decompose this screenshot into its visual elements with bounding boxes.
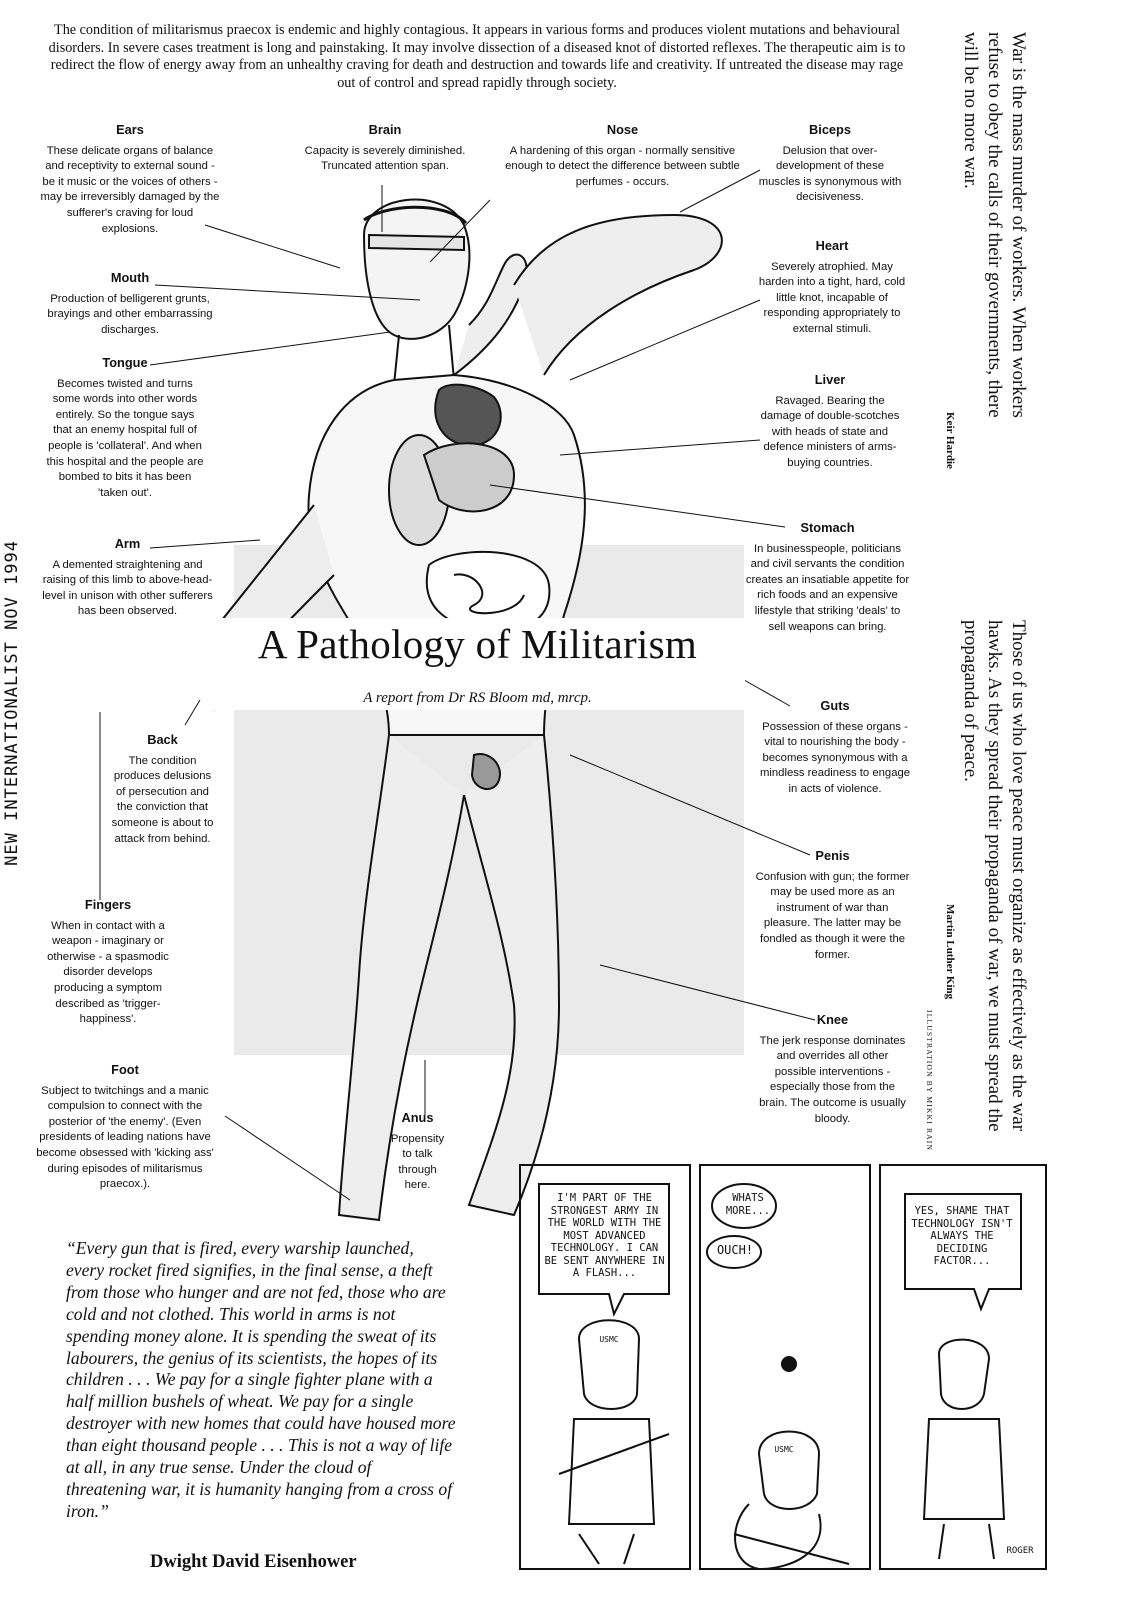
label-fingers: Fingers When in contact with a weapon - imaginary or otherwise - a spasmodic disorder develops producing a symptom described as 'trigger-happiness'. bbox=[47, 897, 169, 1026]
label-tongue: Tongue Becomes twisted and turns some words into other words entirely. So the tongue says that an enemy hospital full of people is 'collateral'. And when this hospital and the people are bombed to bits it has been 'taken out'. bbox=[46, 355, 204, 499]
mlk-attribution: Martin Luther King bbox=[944, 904, 956, 1000]
handwritten-source-note: NEW INTERNATIONALIST NOV 1994 bbox=[2, 540, 22, 866]
label-knee: Knee The jerk response dominates and overrides all other possible interventions - especially those from the brain. The outcome is usually bloody. bbox=[759, 1012, 906, 1125]
label-anus: Anus Propensity to talk through here. bbox=[390, 1110, 445, 1192]
page-title: A Pathology of Militarism bbox=[257, 621, 698, 667]
label-stomach: Stomach In businesspeople, politicians and civil servants the condition creates an insatiable appetite for rich foods and an expensive lifestyle that striking 'deals' to sell weapons can bring. bbox=[745, 520, 910, 633]
label-heart: Heart Severely atrophied. May harden into a tight, hard, cold little knot, incapable of responding appropriately to external stimuli. bbox=[758, 238, 906, 335]
comic-signature: ROGER bbox=[1006, 1546, 1034, 1556]
eisenhower-attribution: Dwight David Eisenhower bbox=[150, 1552, 357, 1572]
keir-hardie-attribution: Keir Hardie bbox=[944, 412, 956, 469]
comic-panel3-speech: YES, SHAME THAT TECHNOLOGY ISN'T ALWAYS THE DECIDING FACTOR... bbox=[911, 1205, 1013, 1267]
label-back: Back The condition produces delusions of persecution and the conviction that someone is about to attack from behind. bbox=[111, 732, 214, 845]
comic-helmet-label-1: USMC bbox=[599, 1335, 619, 1344]
illustration-credit: ILLUSTRATION BY MIKKI RAIN bbox=[925, 1010, 934, 1152]
label-brain: Brain Capacity is severely diminished. Truncated attention span. bbox=[304, 122, 466, 173]
label-penis: Penis Confusion with gun; the former may be used more as an instrument of war than pleasure. The latter may be fondled as though it were the former. bbox=[755, 848, 910, 961]
label-ears: Ears These delicate organs of balance and receptivity to external sound - be it music or the voices of others - may be irreversibly damaged by the sufferer's craving for loud explosions. bbox=[40, 122, 220, 235]
label-foot: Foot Subject to twitchings and a manic compulsion to connect with the posterior of 'the enemy'. (Even presidents of leading nations have become obsessed with 'kicking ass' during episodes of militarismus praecox.). bbox=[36, 1062, 214, 1191]
eisenhower-quote: “Every gun that is fired, every warship launched, every rocket fired signifies, in the final sense, a theft from those who hunger and are not fed, those who are cold and not clothed. This world in arms is not spending money alone. It is spending the sweat of its labourers, the genius of its scientists, the hopes of its children . . . We pay for a single fighter plane with a half million bushels of wheat. We pay for a single destroyer with new homes that could have housed more than eight thousand people . . . This is not a way of life at all, in any true sense. Under the cloud of threatening war, it is humanity hanging from a cross of iron.” bbox=[66, 1238, 456, 1521]
label-mouth: Mouth Production of belligerent grunts, brayings and other embarrassing discharges. bbox=[47, 270, 213, 336]
mlk-quote: Those of us who love peace must organize as effectively as the war hawks. As they spread their propaganda of war, we must spread the propaganda of peace. bbox=[960, 620, 1029, 1132]
label-liver: Liver Ravaged. Bearing the damage of double-scotches with heads of state and defence ministers of arms-buying countries. bbox=[760, 372, 900, 469]
label-biceps: Biceps Delusion that over-development of these muscles is synonymous with decisiveness. bbox=[758, 122, 902, 204]
intro-paragraph: The condition of militarismus praecox is endemic and highly contagious. It appears in various forms and produces violent mutations and behavioural disorders. In severe cases treatment is long and painstaking. It may involve dissection of a diseased knot of distorted reflexes. The therapeutic aim is to redirect the flow of energy away from an unhealthy craving for death and destruction and towards life and creativity. If untreated the disease may rage out of control and spread rapidly through society. bbox=[48, 22, 906, 91]
comic-helmet-label-2: USMC bbox=[774, 1445, 794, 1454]
comic-panel1-speech: I'M PART OF THE STRONGEST ARMY IN THE WORLD WITH THE MOST ADVANCED TECHNOLOGY. I CAN BE SENT ANYWHERE IN A FLASH... bbox=[544, 1192, 665, 1279]
keir-hardie-quote: War is the mass murder of workers. When workers refuse to obey the calls of their governments, there will be no more war. bbox=[960, 32, 1029, 418]
page-subtitle: A report from Dr RS Bloom md, mrcp. bbox=[363, 690, 592, 706]
label-guts: Guts Possession of these organs - vital to nourishing the body - becomes synonymous with a mindless readiness to engage in acts of violence. bbox=[759, 698, 911, 795]
comic-panel2-speech-a: WHATS MORE... bbox=[725, 1192, 771, 1217]
label-nose: Nose A hardening of this organ - normally sensitive enough to detect the difference between subtle perfumes - occurs. bbox=[505, 122, 740, 188]
label-arm: Arm A demented straightening and raising of this limb to above-head-level in unison with other sufferers has been observed. bbox=[42, 536, 213, 618]
comic-panel2-speech-b: OUCH! bbox=[716, 1243, 754, 1257]
